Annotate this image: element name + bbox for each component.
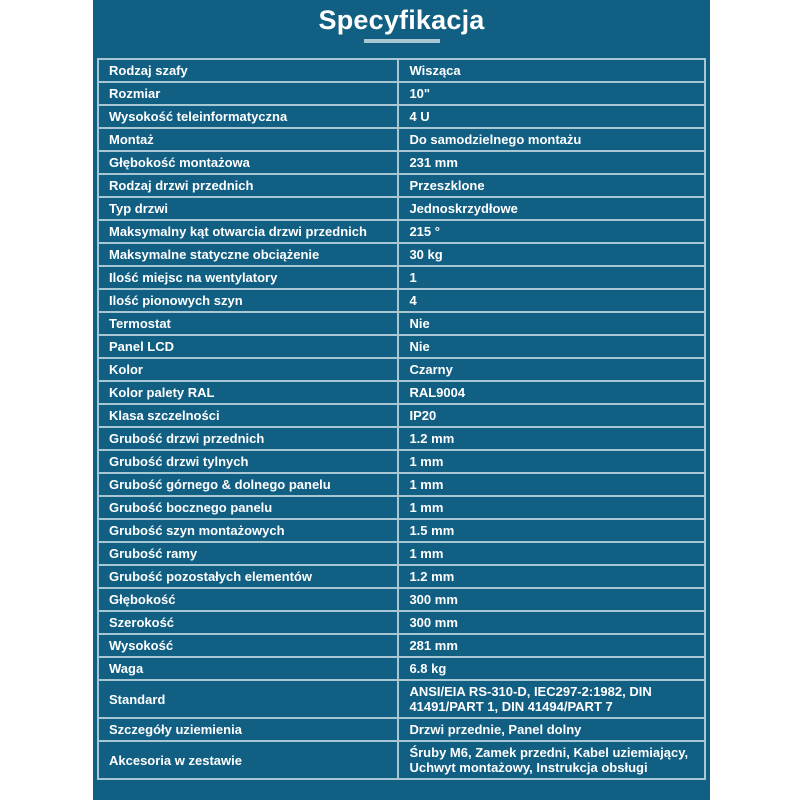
spec-label-cell: Grubość ramy: [98, 542, 398, 565]
spec-value-cell: 1.2 mm: [398, 565, 705, 588]
specification-panel: [93, 0, 710, 800]
spec-row: [98, 450, 705, 473]
spec-value-cell: Nie: [398, 312, 705, 335]
spec-value-cell: 300 mm: [398, 588, 705, 611]
spec-row: [98, 289, 705, 312]
spec-row: [98, 680, 705, 718]
spec-label-cell: Wysokość: [98, 634, 398, 657]
spec-value-cell: 300 mm: [398, 611, 705, 634]
spec-value-cell: 1: [398, 266, 705, 289]
spec-row: [98, 404, 705, 427]
specification-header: [97, 0, 706, 58]
spec-row: [98, 634, 705, 657]
spec-label-cell: Kolor palety RAL: [98, 381, 398, 404]
spec-row: [98, 358, 705, 381]
spec-row: [98, 151, 705, 174]
spec-row: [98, 243, 705, 266]
spec-row: [98, 611, 705, 634]
spec-row: [98, 174, 705, 197]
spec-label-cell: Rodzaj szafy: [98, 59, 398, 82]
spec-value-cell: 6.8 kg: [398, 657, 705, 680]
spec-label-cell: Rodzaj drzwi przednich: [98, 174, 398, 197]
spec-value-cell: Jednoskrzydłowe: [398, 197, 705, 220]
spec-label-cell: Grubość drzwi tylnych: [98, 450, 398, 473]
spec-value-cell: Wisząca: [398, 59, 705, 82]
spec-value-cell: 1 mm: [398, 450, 705, 473]
spec-value-cell: 30 kg: [398, 243, 705, 266]
spec-label-cell: Szerokość: [98, 611, 398, 634]
spec-value-cell: 1 mm: [398, 473, 705, 496]
spec-value-cell: 1 mm: [398, 496, 705, 519]
spec-value-cell: 1 mm: [398, 542, 705, 565]
spec-label-cell: Akcesoria w zestawie: [98, 741, 398, 779]
spec-value-cell: 10": [398, 82, 705, 105]
spec-row: [98, 565, 705, 588]
specification-table-body: [98, 59, 705, 779]
spec-value-cell: IP20: [398, 404, 705, 427]
spec-label-cell: Typ drzwi: [98, 197, 398, 220]
spec-row: [98, 82, 705, 105]
spec-label-cell: Ilość pionowych szyn: [98, 289, 398, 312]
spec-label-cell: Grubość górnego & dolnego panelu: [98, 473, 398, 496]
spec-value-cell: Do samodzielnego montażu: [398, 128, 705, 151]
spec-row: [98, 197, 705, 220]
spec-value-cell: 1.5 mm: [398, 519, 705, 542]
spec-row: [98, 59, 705, 82]
spec-value-cell: 4: [398, 289, 705, 312]
spec-label-cell: Klasa szczelności: [98, 404, 398, 427]
spec-row: [98, 381, 705, 404]
spec-label-cell: Grubość szyn montażowych: [98, 519, 398, 542]
spec-row: [98, 266, 705, 289]
specification-table: [97, 58, 706, 780]
spec-value-cell: Śruby M6, Zamek przedni, Kabel uziemiający, Uchwyt montażowy, Instrukcja obsługi: [398, 741, 705, 779]
spec-value-cell: Przeszklone: [398, 174, 705, 197]
spec-label-cell: Waga: [98, 657, 398, 680]
spec-row: [98, 496, 705, 519]
spec-row: [98, 312, 705, 335]
spec-label-cell: Termostat: [98, 312, 398, 335]
spec-value-cell: 215 °: [398, 220, 705, 243]
spec-label-cell: Głębokość montażowa: [98, 151, 398, 174]
spec-label-cell: Panel LCD: [98, 335, 398, 358]
spec-row: [98, 473, 705, 496]
spec-label-cell: Rozmiar: [98, 82, 398, 105]
spec-value-cell: Drzwi przednie, Panel dolny: [398, 718, 705, 741]
spec-value-cell: Czarny: [398, 358, 705, 381]
spec-label-cell: Maksymalny kąt otwarcia drzwi przednich: [98, 220, 398, 243]
spec-label-cell: Wysokość teleinformatyczna: [98, 105, 398, 128]
spec-row: [98, 588, 705, 611]
spec-label-cell: Montaż: [98, 128, 398, 151]
spec-value-cell: Nie: [398, 335, 705, 358]
spec-row: [98, 519, 705, 542]
spec-value-cell: 4 U: [398, 105, 705, 128]
title-underline-divider: [364, 39, 440, 43]
spec-row: [98, 542, 705, 565]
spec-value-cell: 281 mm: [398, 634, 705, 657]
spec-label-cell: Maksymalne statyczne obciążenie: [98, 243, 398, 266]
spec-row: [98, 657, 705, 680]
spec-label-cell: Grubość pozostałych elementów: [98, 565, 398, 588]
page-title: Specyfikacja: [318, 5, 485, 35]
spec-label-cell: Głębokość: [98, 588, 398, 611]
spec-row: [98, 220, 705, 243]
spec-row: [98, 105, 705, 128]
spec-label-cell: Ilość miejsc na wentylatory: [98, 266, 398, 289]
spec-row: [98, 718, 705, 741]
spec-row: [98, 427, 705, 450]
spec-value-cell: 231 mm: [398, 151, 705, 174]
spec-value-cell: RAL9004: [398, 381, 705, 404]
spec-label-cell: Standard: [98, 680, 398, 718]
spec-row: [98, 741, 705, 779]
spec-label-cell: Grubość bocznego panelu: [98, 496, 398, 519]
spec-row: [98, 335, 705, 358]
spec-label-cell: Grubość drzwi przednich: [98, 427, 398, 450]
spec-value-cell: ANSI/EIA RS-310-D, IEC297-2:1982, DIN 41491/PART 1, DIN 41494/PART 7: [398, 680, 705, 718]
spec-label-cell: Kolor: [98, 358, 398, 381]
spec-label-cell: Szczegóły uziemienia: [98, 718, 398, 741]
spec-row: [98, 128, 705, 151]
spec-value-cell: 1.2 mm: [398, 427, 705, 450]
